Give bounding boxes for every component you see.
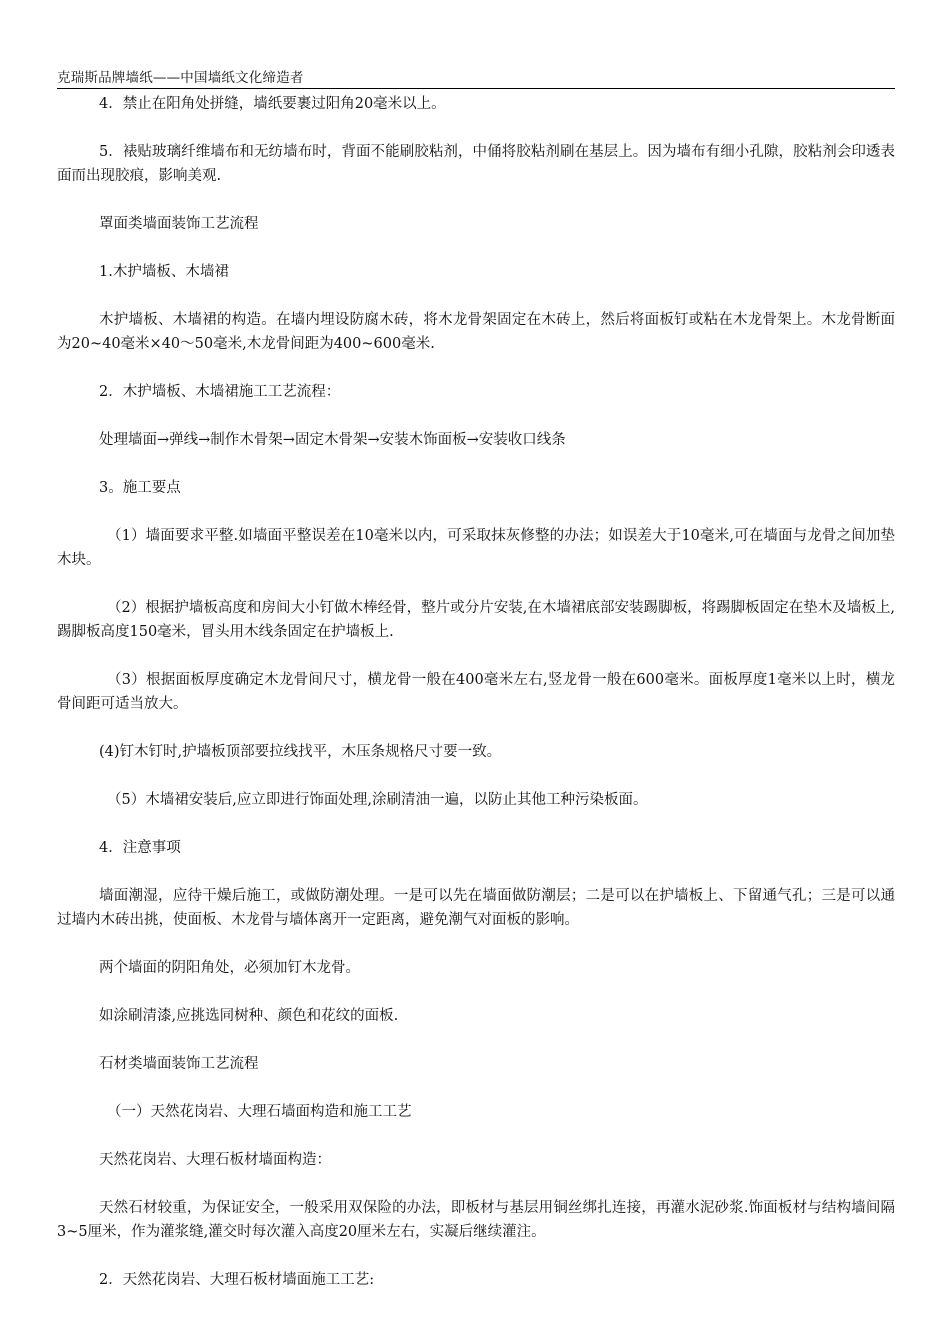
paragraph-stone-structure-title: 天然花岗岩、大理石板材墙面构造： bbox=[99, 1152, 331, 1168]
subheading-construction-points: 3。施工要点 bbox=[99, 480, 181, 496]
paragraph-item-4-no-corner-seams: 4．禁止在阳角处拼缝，墙纸要裹过阳角20毫米以上。 bbox=[99, 96, 446, 112]
paragraph-item-5-fiberglass-cloth: 5．裱贴玻璃纤维墙布和无纺墙布时，背面不能刷胶粘剂，中俑将胶粘剂刷在基层上。因为墙布有细小孔隙，胶粘剂会印透表面而出现胶痕，影响美观. bbox=[57, 144, 895, 184]
subheading-wood-panel-process: 2．木护墙板、木墙裙施工工艺流程： bbox=[99, 384, 341, 400]
section-heading-cover-wall: 罩面类墙面装饰工艺流程 bbox=[99, 216, 259, 232]
subheading-notes: 4．注意事项 bbox=[99, 840, 181, 856]
document-body bbox=[57, 90, 895, 1292]
paragraph-point-1: （1）墙面要求平整.如墙面平整误差在10毫米以内，可采取抹灰修整的办法；如误差大于10毫米,可在墙面与龙骨之间加垫木块。 bbox=[57, 528, 895, 568]
paragraph-point-4: (4)钉木钉时,护墙板顶部要拉线找平，木压条规格尺寸要一致。 bbox=[99, 744, 502, 760]
paragraph-point-5: （5）木墙裙安装后,应立即进行饰面处理,涂刷清油一遍，以防止其他工种污染板面。 bbox=[107, 792, 648, 808]
paragraph-point-2: （2）根据护墙板高度和房间大小钉做木棒经骨，整片或分片安装,在木墙裙底部安装踢脚板，将踢脚板固定在垫木及墙板上,踢脚板高度150毫米，冒头用木线条固定在护墙板上. bbox=[57, 600, 895, 640]
paragraph-process-flow: 处理墙面→弹线→制作木骨架→固定木骨架→安装木饰面板→安装收口线条 bbox=[99, 432, 566, 448]
subheading-wood-panel: 1.木护墙板、木墙裙 bbox=[99, 264, 229, 280]
paragraph-corners: 两个墙面的阴阳角处，必须加钉木龙骨。 bbox=[99, 960, 360, 976]
subheading-natural-stone: （一）天然花岗岩、大理石墙面构造和施工工艺 bbox=[107, 1104, 412, 1120]
paragraph-varnish: 如涂刷清漆,应挑选同树种、颜色和花纹的面板. bbox=[99, 1008, 399, 1024]
page-header: 克瑞斯品牌墙纸——中国墙纸文化缔造者 bbox=[57, 70, 895, 89]
subheading-stone-process: 2．天然花岗岩、大理石板材墙面施工工艺: bbox=[99, 1272, 375, 1288]
paragraph-moisture: 墙面潮湿，应待干燥后施工，或做防潮处理。一是可以先在墙面做防潮层；二是可以在护墙板上、下留通气孔；三是可以通过墙内木砖出挑，使面板、木龙骨与墙体离开一定距离，避免潮气对面板的影响。 bbox=[57, 888, 895, 928]
paragraph-wood-panel-structure: 木护墙板、木墙裙的构造。在墙内埋设防腐木砖，将木龙骨架固定在木砖上，然后将面板钉或粘在木龙骨架上。木龙骨断面为20~40毫米×40～50毫米,木龙骨间距为400~600毫米. bbox=[57, 312, 895, 352]
paragraph-point-3: （3）根据面板厚度确定木龙骨间尺寸，横龙骨一般在400毫米左右,竖龙骨一般在600毫米。面板厚度1毫米以上时，横龙骨间距可适当放大。 bbox=[57, 672, 895, 712]
paragraph-stone-structure: 天然石材较重，为保证安全，一般采用双保险的办法，即板材与基层用铜丝绑扎连接，再灌水泥砂浆.饰面板材与结构墙间隔3~5厘米，作为灌浆缝,灌交时每次灌入高度20厘米左右，实凝后继续灌注。 bbox=[57, 1200, 895, 1240]
section-heading-stone-wall: 石材类墙面装饰工艺流程 bbox=[99, 1056, 259, 1072]
